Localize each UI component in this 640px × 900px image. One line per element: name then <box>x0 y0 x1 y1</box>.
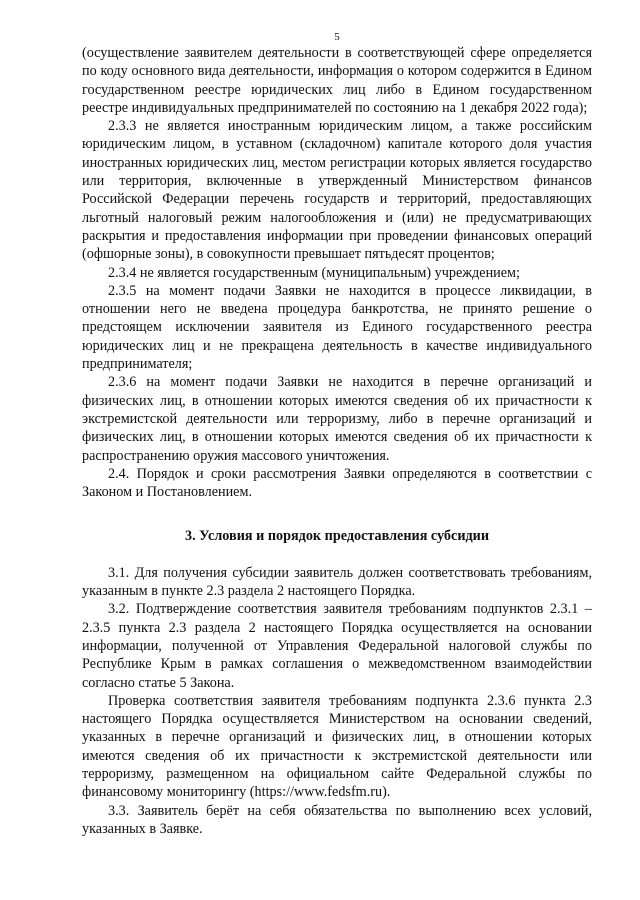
paragraph-3-1: 3.1. Для получения субсидии заявитель должен соответствовать требованиям, указанным в пункте 2.3 раздела 2 настоящего Порядка. <box>82 564 592 600</box>
paragraph-3-2: 3.2. Подтверждение соответствия заявителя требованиям подпунктов 2.3.1 – 2.3.5 пункта 2.3 раздела 2 настоящего Порядка осуществляется на основании информации, полученной от Управления Федеральной налоговой службы по Республике Крым в рамках соглашения о межведомственном взаимодействии согласно статье 5 Закона. <box>82 601 592 691</box>
paragraph-2-3-5: 2.3.5 на момент подачи Заявки не находится в процессе ликвидации, в отношении него не введена процедура банкротства, не принято решение о предстоящем исключении заявителя из Единого государственного реестра юридических лиц и не прекращена деятельность в качестве индивидуального предпринимателя; <box>82 282 592 373</box>
document-page <box>82 0 592 900</box>
paragraph-2-3-6: 2.3.6 на момент подачи Заявки не находится в перечне организаций и физических лиц, в отношении которых имеются сведения об их причастности к экстремистской деятельности или терроризму, либо в перечне организаций и физических лиц, в отношении которых имеются сведения об их причастности к распространению оружия массового уничтожения. <box>82 374 592 464</box>
document-body <box>82 44 592 838</box>
paragraph-2-4: 2.4. Порядок и сроки рассмотрения Заявки определяются в соответствии с Законом и Постановлением. <box>82 465 592 501</box>
paragraph-2-3-3: 2.3.3 не является иностранным юридическим лицом, а также российским юридическим лицом, в уставном (складочном) капитале которого доля участия иностранных юридических лиц, местом регистрации которых является государство или территория, включенные в утвержденный Министерством финансов Российской Федерации перечень государств и территорий, предоставляющих льготный налоговый режим налогообложения и (или) не предусматривающих раскрытия и предоставления информации при проведении финансовых операций (офшорные зоны), в совокупности превышает пятьдесят процентов; <box>82 118 592 263</box>
section-heading: 3. Условия и порядок предоставления субсидии <box>184 528 490 545</box>
paragraph-3-2-check: Проверка соответствия заявителя требованиям подпункта 2.3.6 пункта 2.3 настоящего Порядка осуществляется Министерством на основании сведений, указанных в перечне организаций и физических лиц, в отношении которых имеются сведения об их причастности к экстремистской деятельности или терроризму, размещенном на официальном сайте Федеральной службы по финансовому мониторингу (https://www.fedsfm.ru). <box>82 692 592 801</box>
page-number: 5 <box>334 31 340 43</box>
paragraph-2-3-4: 2.3.4 не является государственным (муниципальным) учреждением; <box>108 264 520 281</box>
paragraph-3-3: 3.3. Заявитель берёт на себя обязательства по выполнению всех условий, указанных в Заявке. <box>82 802 592 837</box>
paragraph-continuation: (осуществление заявителем деятельности в соответствующей сфере определяется по коду основного вида деятельности, информация о котором содержится в Едином государственном реестре юридических лиц либо в Едином государственном реестре индивидуальных предпринимателей по состоянию на 1 декабря 2022 года); <box>82 45 592 116</box>
